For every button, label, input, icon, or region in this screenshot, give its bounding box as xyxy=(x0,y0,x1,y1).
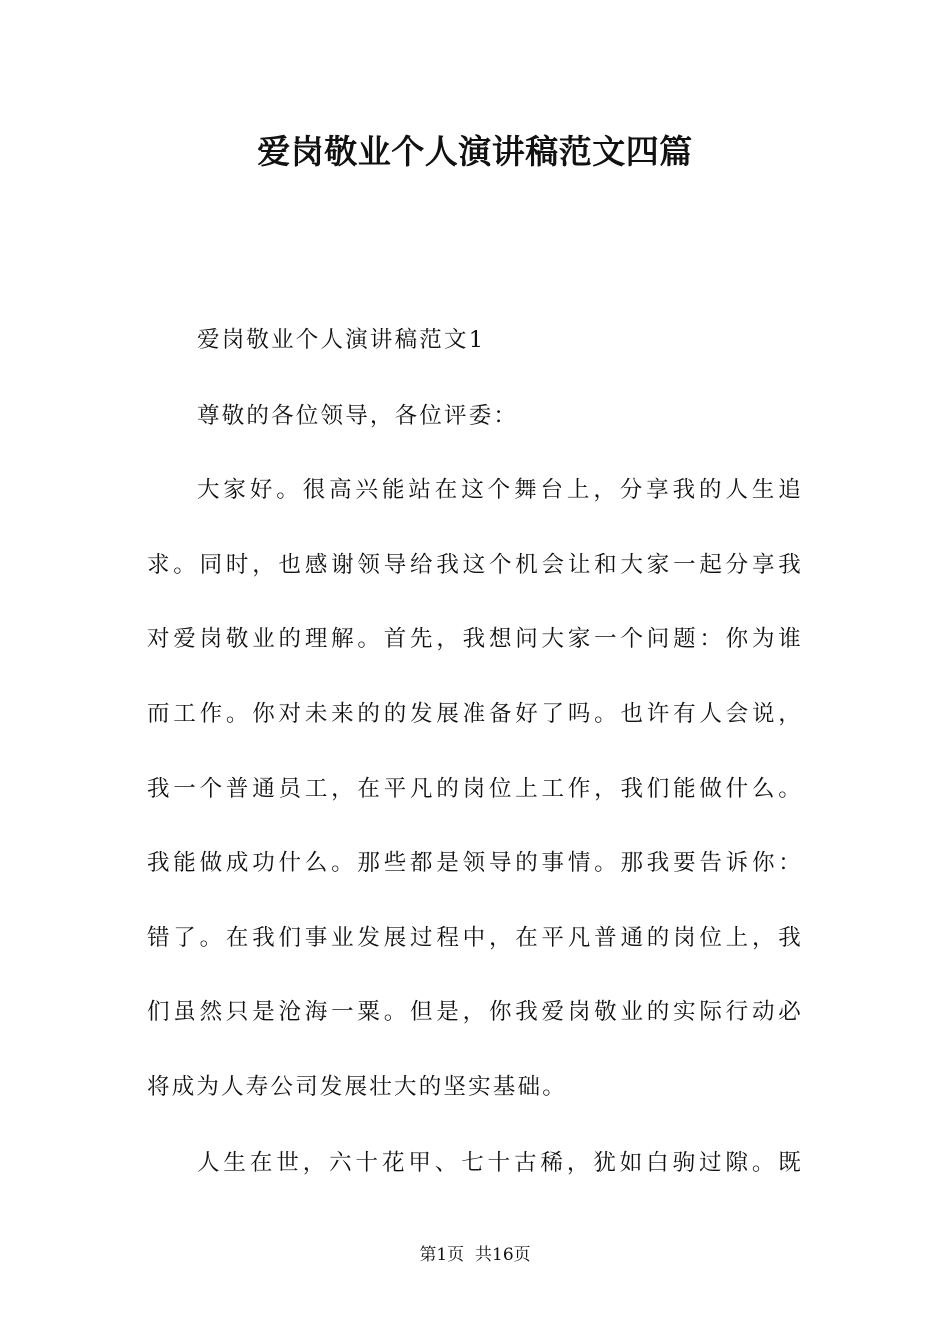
paragraph-line: 对爱岗敬业的理解。首先，我想问大家一个问题：你为谁 xyxy=(147,626,803,652)
page-number: 第1页 xyxy=(419,1245,465,1265)
paragraph-line: 们虽然只是沧海一粟。但是，你我爱岗敬业的实际行动必 xyxy=(147,999,803,1025)
paragraph-line: 大家好。很高兴能站在这个舞台上，分享我的人生追 xyxy=(197,477,803,503)
paragraph-line: 而工作。你对未来的的发展准备好了吗。也许有人会说， xyxy=(147,701,803,727)
paragraph-line: 人生在世，六十花甲、七十古稀，犹如白驹过隙。既 xyxy=(197,1150,803,1176)
section-heading: 爱岗敬业个人演讲稿范文1 xyxy=(197,327,486,353)
paragraph-line: 求。同时，也感谢领导给我这个机会让和大家一起分享我 xyxy=(147,552,803,578)
paragraph-line: 我能做成功什么。那些都是领导的事情。那我要告诉你： xyxy=(147,850,803,876)
paragraph-line: 将成为人寿公司发展壮大的坚实基础。 xyxy=(147,1074,567,1100)
paragraph-line: 错了。在我们事业发展过程中，在平凡普通的岗位上，我 xyxy=(147,925,803,951)
page-total: 共16页 xyxy=(475,1245,531,1265)
page-footer xyxy=(0,1242,950,1268)
document-title: 爱岗敬业个人演讲稿范文四篇 xyxy=(257,132,693,171)
paragraph-line: 我一个普通员工，在平凡的岗位上工作，我们能做什么。 xyxy=(147,776,803,802)
salutation: 尊敬的各位领导，各位评委： xyxy=(197,403,519,429)
